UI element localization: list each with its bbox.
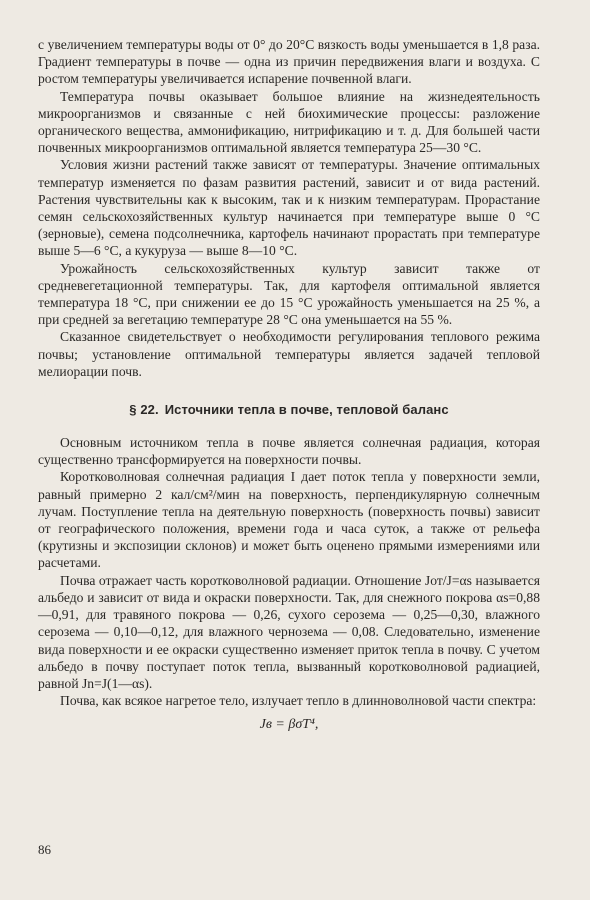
- paragraph: с увеличением температуры воды от 0° до 20°С вязкость воды уменьшается в 1,8 раза. Градиент температуры в почве — одна из причин передвижения влаги и воздуха. С ростом температуры увеличивается испарение почвенной влаги.: [38, 37, 540, 87]
- paragraph: Почва, как всякое нагретое тело, излучает тепло в длинноволновой части спектра:: [60, 693, 537, 709]
- section-heading: [38, 401, 540, 418]
- top-text-block: [38, 36, 540, 380]
- paragraph: Сказанное свидетельствует о необходимости регулирования теплового режима почвы; установление оптимальной температуры является задачей тепловой мелиорации почв.: [38, 329, 540, 379]
- page-number: 86: [38, 842, 51, 857]
- paragraph: Основным источником тепла в почве является солнечная радиация, которая существенно трансформируется на поверхности почвы.: [38, 435, 540, 468]
- paragraph: Урожайность сельскохозяйственных культур зависит также от средневегетационной температуры. Так, для картофеля оптимальной является температура 18 °С, при снижении ее до 15 °С урожайность уменьшается на 25 %, а при средней за вегетацию температуре 28 °С она уменьшается на 55 %.: [38, 260, 540, 328]
- paragraph: Условия жизни растений также зависят от температуры. Значение оптимальных температур изменяется по фазам развития растений, зависит и от вида растений. Растения чувствительны как к высоким, так и к низким температурам. Прорастание семян сельскохозяйственных культур начинается при температуре выше 0 °С (зерновые), семена подсолнечника, картофель начинают прорастать при температуре выше 5—6 °С, а кукуруза — выше 8—10 °С.: [38, 157, 540, 259]
- section-text-block: [38, 434, 540, 734]
- paragraph: Коротковолновая солнечная радиация I дает поток тепла у поверхности земли, равный примерно 2 кал/см²/мин на поверхность, перпендикулярную солнечным лучам. Поступление тепла на деятельную поверхность (поверхность почвы) зависит от географического положения, времени года и часа суток, а также от рельефа (крутизны и экспозиции склонов) и может быть оценено прямыми измерениями или расчетами.: [38, 469, 540, 571]
- section-title: Источники тепла в почве, тепловой баланс: [164, 402, 449, 418]
- paragraph: Почва отражает часть коротковолновой радиации. Отношение Jот/J=αs называется альбедо и зависит от вида и окраски поверхности. Так, для снежного покрова αs=0,88—0,91, для травяного покрова — 0,26, сухого серозема — 0,25—0,30, влажного серозема — 0,10—0,12, для влажного чернозема — 0,08. Следовательно, изменение вида поверхности и ее окраски существенно изменяет приток тепла в почву. С учетом альбедо в почву поступает поток тепла, вызванный коротковолновой радиацией, равной Jn=J(1—αs).: [38, 572, 540, 691]
- paragraph: Температура почвы оказывает большое влияние на жизнедеятельность микроорганизмов и связанные с ней биохимические процессы: разложение органического вещества, аммонификацию, нитрификацию и т. д. Для большей части почвенных микроорганизмов оптимальной является температура 25—30 °С.: [38, 88, 540, 156]
- formula: Jв = βσT⁴,: [259, 717, 319, 733]
- section-number: § 22.: [129, 402, 159, 418]
